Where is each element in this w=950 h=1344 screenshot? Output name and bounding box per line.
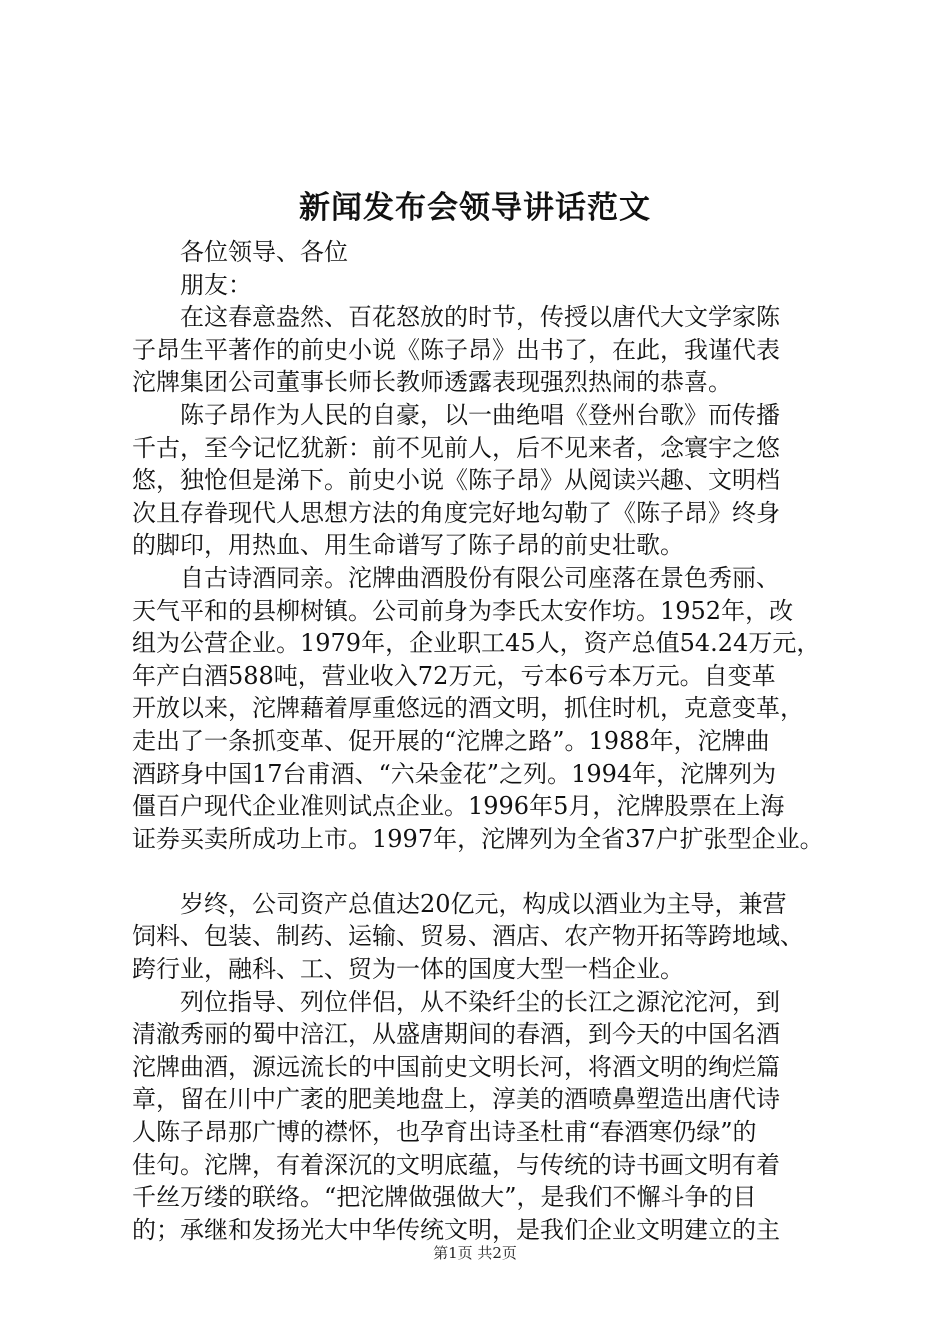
body-line: 列位指导、列位伴侣，从不染纤尘的长江之源沱沱河，到 — [180, 987, 780, 1016]
body-line: 人陈子昂那广博的襟怀，也孕育出诗圣杜甫“春酒寒仍绿”的 — [132, 1118, 757, 1147]
body-line: 在这春意盎然、百花怒放的时节，传授以唐代大文学家陈 — [180, 303, 780, 332]
body-line: 悠，独怆但是涕下。前史小说《陈子昂》从阅读兴趣、文明档 — [132, 466, 780, 495]
body-line: 沱牌集团公司董事长师长教师透露表现强烈热闹的恭喜。 — [132, 368, 732, 397]
document-body — [132, 236, 832, 1246]
body-line: 佳句。沱牌，有着深沉的文明底蕴，与传统的诗书画文明有着 — [132, 1150, 780, 1179]
body-line: 组为公营企业。1979年，企业职工45人，资产总值54.24万元， — [132, 629, 821, 658]
body-line: 的脚印，用热血、用生命谱写了陈子昂的前史壮歌。 — [132, 531, 684, 560]
body-line: 子昂生平著作的前史小说《陈子昂》出书了，在此，我谨代表 — [132, 335, 780, 364]
body-line: 饲料、包装、制药、运输、贸易、酒店、农产物开拓等跨地域、 — [132, 922, 804, 951]
body-line: 次且存眷现代人思想方法的角度完好地勾勒了《陈子昂》终身 — [132, 498, 780, 527]
document-title: 新闻发布会领导讲话范文 — [299, 190, 651, 226]
body-line: 年产白酒588吨，营业收入72万元，亏本6亏本万元。自变革 — [132, 661, 776, 690]
body-line: 跨行业，融科、工、贸为一体的国度大型一档企业。 — [132, 955, 684, 984]
body-line: 千丝万缕的联络。“把沱牌做强做大”，是我们不懈斗争的目 — [132, 1183, 757, 1212]
body-line: 各位领导、各位 — [180, 238, 348, 266]
body-line: 章，留在川中广袤的肥美地盘上，淳美的酒喷鼻塑造出唐代诗 — [132, 1085, 780, 1114]
body-line: 天气平和的县柳树镇。公司前身为李氏太安作坊。1952年，改 — [132, 596, 794, 625]
body-line: 走出了一条抓变革、促开展的“沱牌之路”。1988年，沱牌曲 — [132, 726, 770, 755]
body-line: 岁终，公司资产总值达20亿元，构成以酒业为主导，兼营 — [180, 889, 787, 918]
page-number: 第1页 共2页 — [433, 1244, 517, 1262]
paragraph-gap — [132, 855, 832, 888]
body-line: 千古，至今记忆犹新：前不见前人，后不见来者，念寰宇之悠 — [132, 433, 780, 462]
body-line: 自古诗酒同亲。沱牌曲酒股份有限公司座落在景色秀丽、 — [180, 563, 780, 592]
body-line: 僵百户现代企业准则试点企业。1996年5月，沱牌股票在上海 — [132, 792, 785, 821]
body-line: 陈子昂作为人民的自豪，以一曲绝唱《登州台歌》而传播 — [180, 400, 780, 429]
body-line: 的；承继和发扬光大中华传统文明，是我们企业文明建立的主 — [132, 1215, 780, 1244]
body-line: 沱牌曲酒，源远流长的中国前史文明长河，将酒文明的绚烂篇 — [132, 1052, 780, 1081]
body-line: 开放以来，沱牌藉着厚重悠远的酒文明，抓住时机，克意变革， — [132, 694, 804, 723]
body-line: 证券买卖所成功上市。1997年，沱牌列为全省37户扩张型企业。 — [132, 824, 824, 853]
body-line: 朋友： — [180, 270, 252, 299]
body-line: 清澈秀丽的蜀中涪江，从盛唐期间的春酒，到今天的中国名酒 — [132, 1020, 780, 1049]
body-line: 酒跻身中国17台甫酒、“六朵金花”之列。1994年，沱牌列为 — [132, 759, 777, 788]
